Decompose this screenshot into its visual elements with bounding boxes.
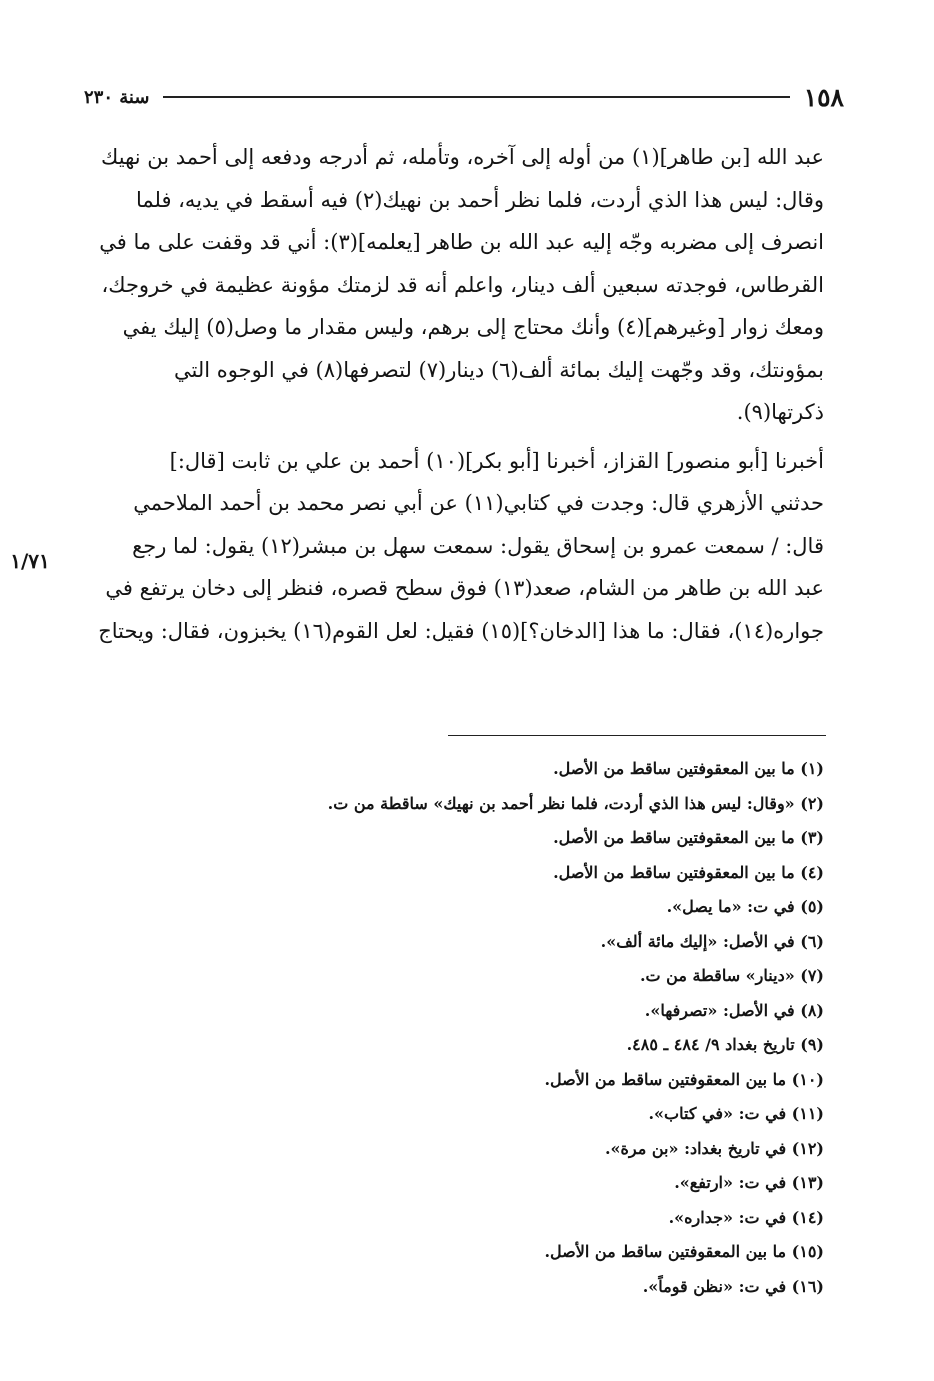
footnote: (٢) «وقال: ليس هذا الذي أردت، فلما نظر أحمد بن نهيك» ساقطة من ت. xyxy=(327,793,824,813)
text-line: انصرف إلى مضربه وجّه إليه عبد الله بن طاهر [يعلمه](٣): أني قد وقفت على ما في xyxy=(99,230,824,254)
footnote: (١) ما بين المعقوفتين ساقط من الأصل. xyxy=(553,759,824,778)
footnote: (١٠) ما بين المعقوفتين ساقط من الأصل. xyxy=(544,1069,824,1089)
footnote: (٦) في الأصل: «إليك مائة ألف». xyxy=(600,931,824,951)
running-title: سنة ٢٣٠ xyxy=(84,86,150,108)
margin-folio-reference: ١/٧١ xyxy=(10,549,50,573)
text-line: قال: / سمعت عمرو بن إسحاق يقول: سمعت سهل بن مبشر(١٢) يقول: لما رجع xyxy=(132,533,824,558)
footnote: (٨) في الأصل: «تصرفها». xyxy=(644,1000,824,1020)
footnote: (١٤) في ت: «جداره». xyxy=(668,1207,824,1227)
footnote: (٣) ما بين المعقوفتين ساقط من الأصل. xyxy=(553,828,824,847)
footnote: (١١) في ت: «في كتاب». xyxy=(648,1104,824,1123)
footnote: (٥) في ت: «ما يصل». xyxy=(666,897,824,916)
header-rule xyxy=(163,96,789,98)
page-number: ١٥٨ xyxy=(803,82,844,112)
text-line: حدثني الأزهري قال: وجدت في كتابي(١١) عن أبي نصر محمد بن أحمد الملاحمي xyxy=(133,491,824,515)
footnote: (١٣) في ت: «ارتفع». xyxy=(674,1173,824,1192)
footnote: (١٦) في ت: «نظن قوماً». xyxy=(642,1276,824,1296)
text-line: عبد الله [بن طاهر](١) من أوله إلى آخره، وتأمله، ثم أدرجه ودفعه إلى أحمد بن نهيك xyxy=(101,145,824,169)
running-header xyxy=(84,80,844,114)
text-line: ذكرتها(٩). xyxy=(736,400,824,424)
text-line: بمؤونتك، وقد وجّهت إليك بمائة ألف(٦) دينار(٧) لتصرفها(٨) في الوجوه التي xyxy=(173,357,824,382)
text-line: جواره(١٤)، فقال: ما هذا [الدخان؟](١٥) فقيل: لعل القوم(١٦) يخبزون، فقال: ويحتاج xyxy=(98,618,824,643)
footnote: (٤) ما بين المعقوفتين ساقط من الأصل. xyxy=(553,862,824,882)
footnote: (٩) تاريخ بغداد ٩/ ٤٨٤ ـ ٤٨٥. xyxy=(626,1035,824,1054)
text-line: عبد الله بن طاهر من الشام، صعد(١٣) فوق سطح قصره، فنظر إلى دخان يرتفع في xyxy=(105,576,824,600)
footnote: (٧) «دينار» ساقطة من ت. xyxy=(639,966,824,985)
main-text xyxy=(82,136,824,652)
paragraph xyxy=(82,440,824,653)
text-line: القرطاس، فوجدته سبعين ألف دينار، واعلم أنه قد لزمتك مؤونة عظيمة في خروجك، xyxy=(101,272,824,297)
footnote-separator xyxy=(448,735,826,736)
paragraph xyxy=(82,136,824,434)
footnotes xyxy=(150,752,824,1304)
footnote: (١٥) ما بين المعقوفتين ساقط من الأصل. xyxy=(544,1242,824,1261)
text-line: وقال: ليس هذا الذي أردت، فلما نظر أحمد بن نهيك(٢) فيه أسقط في يديه، فلما xyxy=(135,187,824,212)
text-line: ومعك زوار [وغيرهم](٤) وأنك محتاج إلى برهم، وليس مقدار ما وصل(٥) إليك يفي xyxy=(122,315,824,339)
text-line: أخبرنا [أبو منصور] القزاز، أخبرنا [أبو بكر](١٠) أحمد بن علي بن ثابت [قال:] xyxy=(169,448,824,473)
footnote: (١٢) في تاريخ بغداد: «بن مرة». xyxy=(604,1138,824,1158)
